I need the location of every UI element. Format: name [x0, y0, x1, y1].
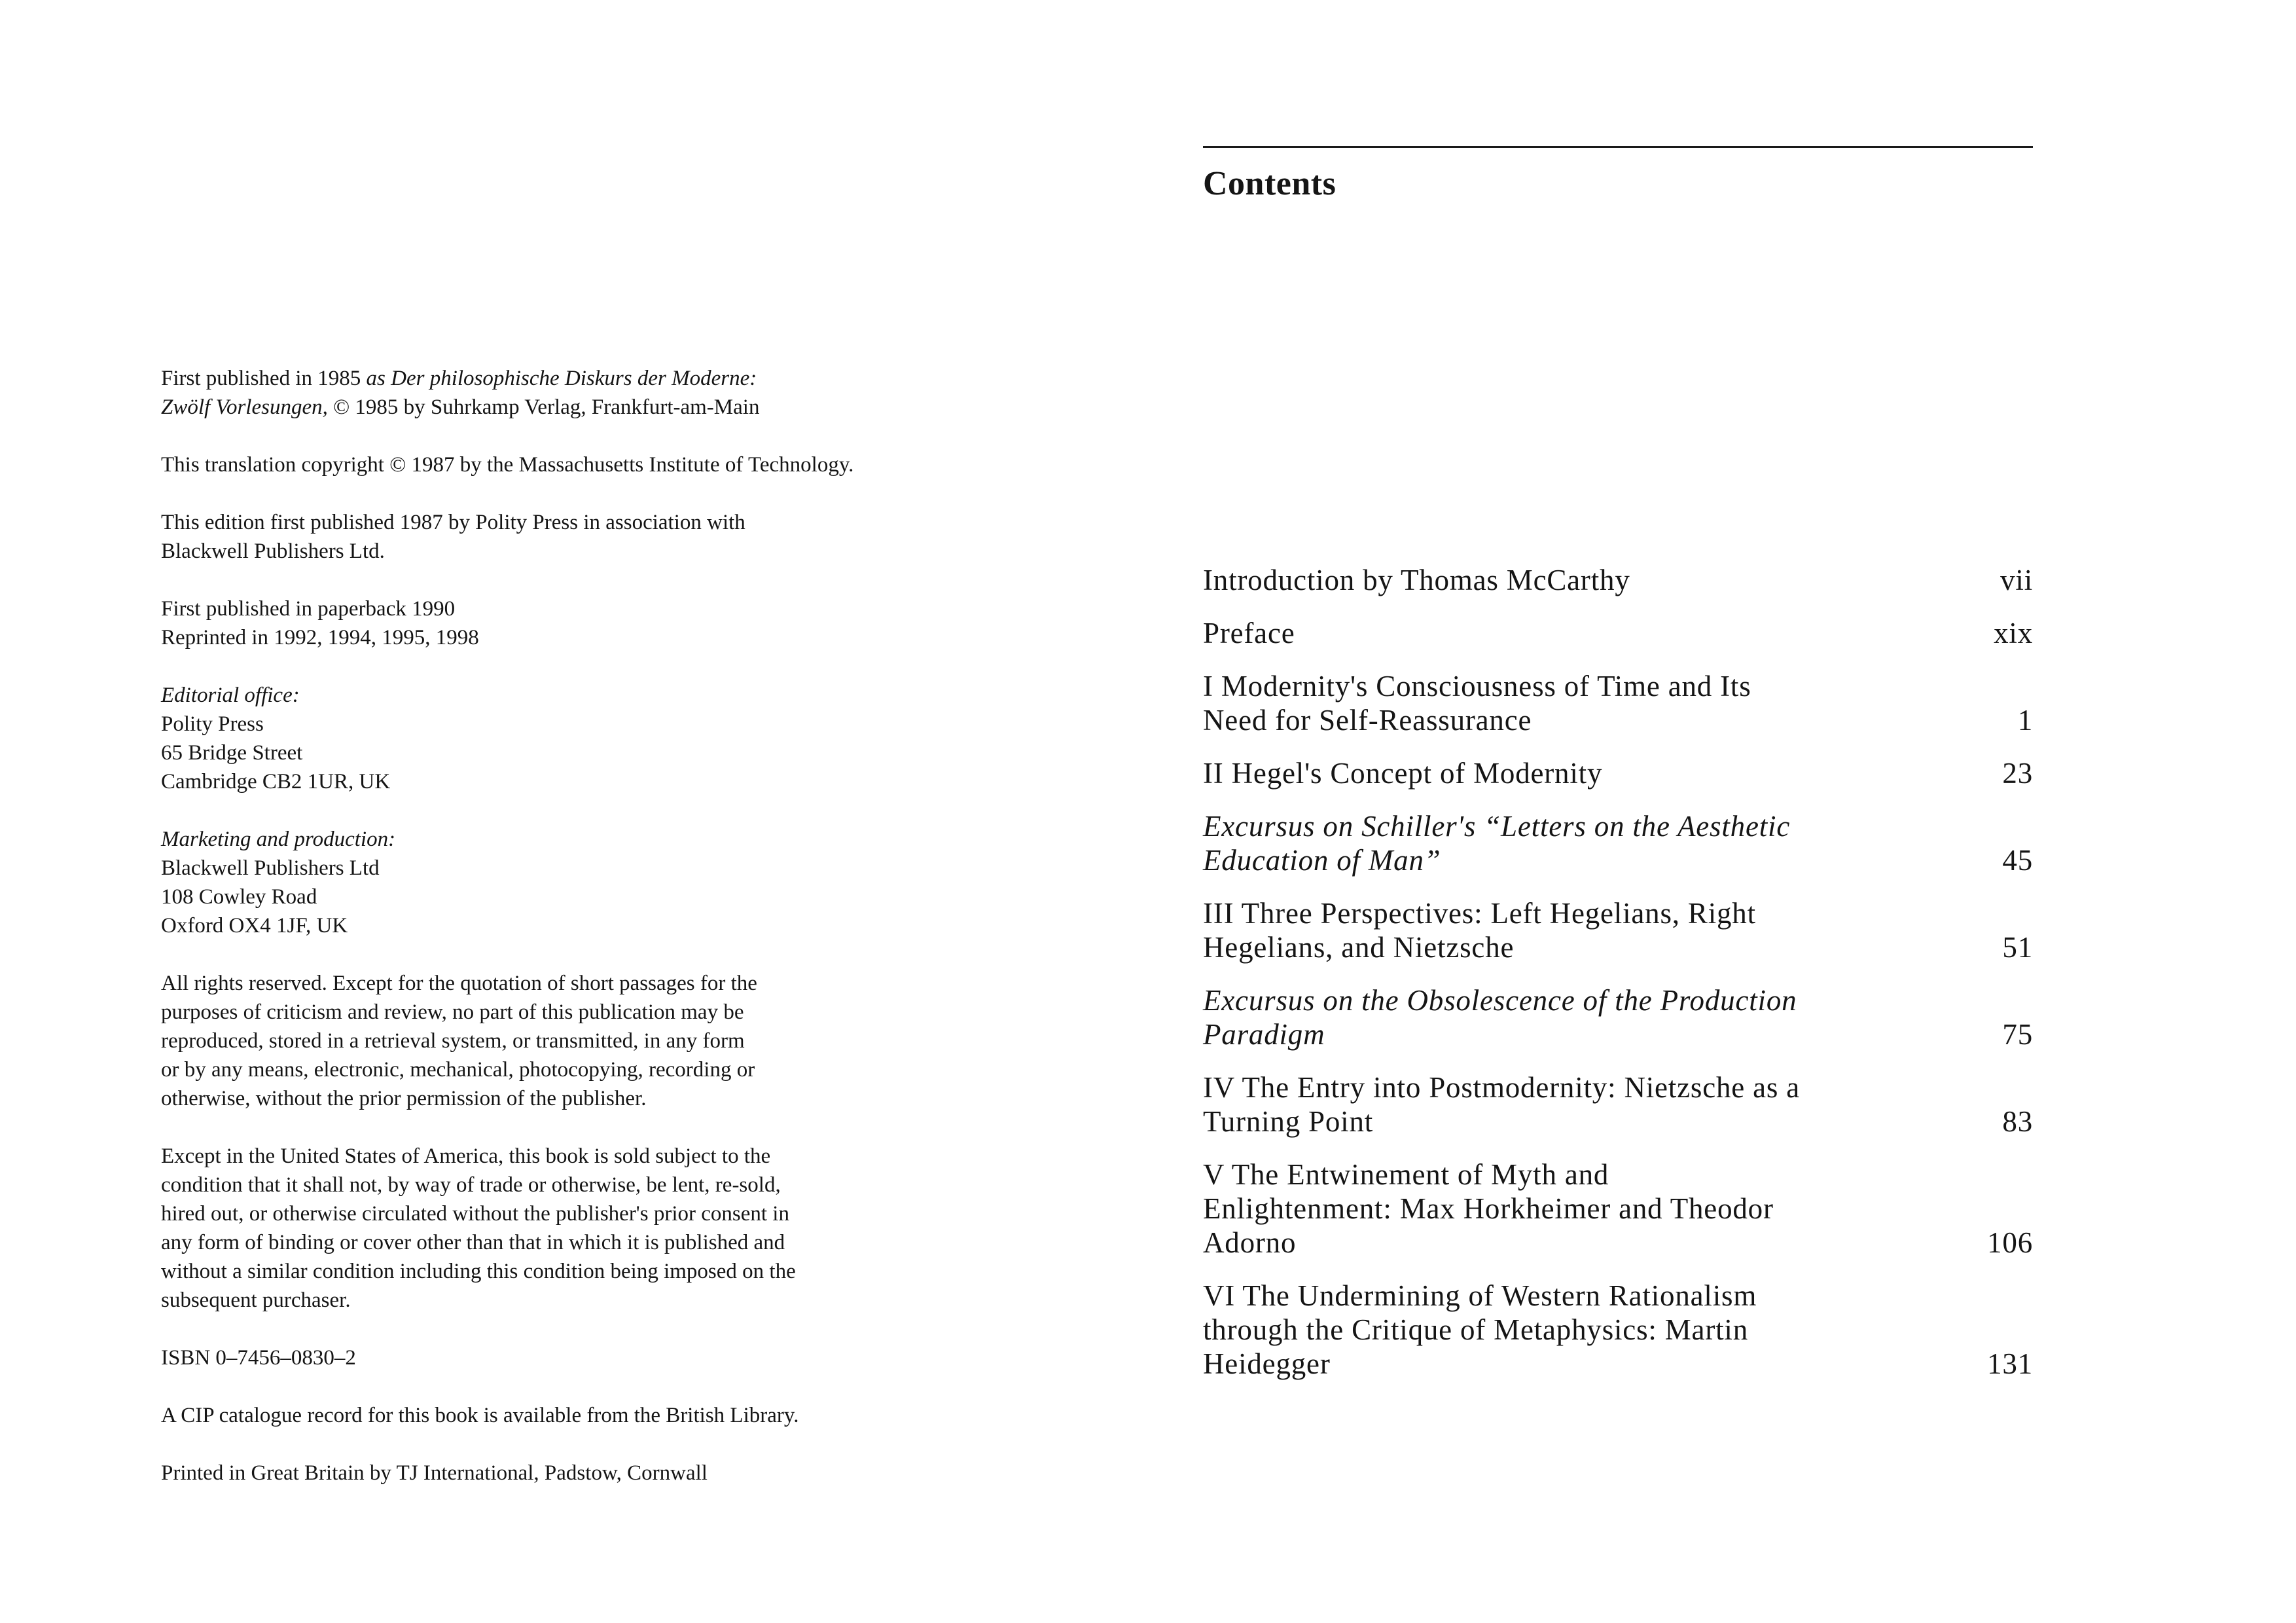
toc-entry-page: 106: [1987, 1226, 2033, 1259]
toc-entry: [1203, 1070, 2039, 1139]
original-edition-notice: [161, 364, 946, 422]
translation-copyright: This translation copyright © 1987 by the Massachusetts Institute of Technology.: [161, 453, 854, 477]
toc-entry-page: 131: [1987, 1347, 2033, 1380]
original-edition-line-1: First published in 1985 as Der philosophische Diskurs der Moderne:: [161, 367, 757, 390]
marketing-label: Marketing and production:: [161, 828, 396, 851]
toc-entry: [1203, 1158, 2039, 1260]
table-of-contents: [1203, 563, 2039, 1400]
toc-entry-title: VI The Undermining of Western Rationalism through the Critique of Metaphysics: Martin Heidegger: [1203, 1279, 1757, 1380]
toc-entry-title: Introduction by Thomas McCarthy: [1203, 564, 1630, 596]
toc-entry-page: 23: [2002, 757, 2033, 790]
marketing-address: Marketing and production: Blackwell Publishers Ltd 108 Cowley Road Oxford OX4 1JF, UK: [161, 825, 946, 940]
toc-entry-page: 51: [2002, 931, 2033, 964]
rights-reserved-paragraph: All rights reserved. Except for the quotation of short passages for the purposes of criticism and review, no part of this publication may be reproduced, stored in a retrieval system, or transmitted, in any form or by any means, electronic, mechanical, photocopying, recording or otherwise, without the prior permission of the publisher.: [161, 972, 757, 1110]
toc-entry-title: III Three Perspectives: Left Hegelians, Right Hegelians, and Nietzsche: [1203, 897, 1756, 964]
toc-entry: [1203, 983, 2039, 1051]
toc-entry-title: II Hegel's Concept of Modernity: [1203, 757, 1603, 790]
toc-entry-page: vii: [2000, 564, 2033, 596]
toc-entry-page: 45: [2002, 844, 2033, 877]
contents-heading: Contents: [1203, 165, 1336, 202]
isbn: ISBN 0–7456–0830–2: [161, 1346, 356, 1370]
sale-conditions-paragraph: Except in the United States of America, this book is sold subject to the condition that it shall not, by way of trade or otherwise, be lent, re-sold, hired out, or otherwise circulated without the publisher's prior consent in any form of binding or cover other than that in which it is published and without a similar condition including this condition being imposed on the subsequent purchaser.: [161, 1144, 796, 1312]
toc-entry-title: I Modernity's Consciousness of Time and Its Need for Self-Reassurance: [1203, 670, 1751, 737]
toc-entry-page: xix: [1994, 617, 2033, 649]
toc-entry-page: 83: [2002, 1105, 2033, 1138]
toc-entry-title: IV The Entry into Postmodernity: Nietzsche as a Turning Point: [1203, 1071, 1801, 1138]
contents-heading-rule: [1203, 146, 2033, 148]
original-edition-line-2: Zwölf Vorlesungen, © 1985 by Suhrkamp Verlag, Frankfurt-am-Main: [161, 395, 760, 419]
toc-entry: [1203, 1279, 2039, 1381]
toc-entry: [1203, 563, 2039, 597]
toc-entry-title: Excursus on the Obsolescence of the Production Paradigm: [1203, 984, 1797, 1051]
toc-entry-title: Excursus on Schiller's “Letters on the Aesthetic Education of Man”: [1203, 810, 1791, 877]
toc-entry: [1203, 756, 2039, 790]
toc-entry-page: 1: [2017, 704, 2033, 737]
toc-entry-page: 75: [2002, 1018, 2033, 1051]
cip-record: A CIP catalogue record for this book is available from the British Library.: [161, 1404, 799, 1427]
copyright-page: [161, 364, 946, 1487]
toc-entry-title: V The Entwinement of Myth and Enlightenment: Max Horkheimer and Theodor Adorno: [1203, 1158, 1774, 1259]
printer-notice: Printed in Great Britain by TJ International, Padstow, Cornwall: [161, 1461, 708, 1485]
editorial-office-label: Editorial office:: [161, 684, 300, 707]
toc-entry: [1203, 896, 2039, 964]
editorial-office-address: Editorial office: Polity Press 65 Bridge Street Cambridge CB2 1UR, UK: [161, 681, 946, 796]
paperback-notice: First published in paperback 1990 Reprinted in 1992, 1994, 1995, 1998: [161, 597, 479, 649]
toc-entry: [1203, 669, 2039, 737]
toc-entry: [1203, 616, 2039, 650]
toc-entry: [1203, 809, 2039, 877]
toc-entry-title: Preface: [1203, 617, 1295, 649]
edition-notice: This edition first published 1987 by Polity Press in association with Blackwell Publishers Ltd.: [161, 511, 745, 563]
